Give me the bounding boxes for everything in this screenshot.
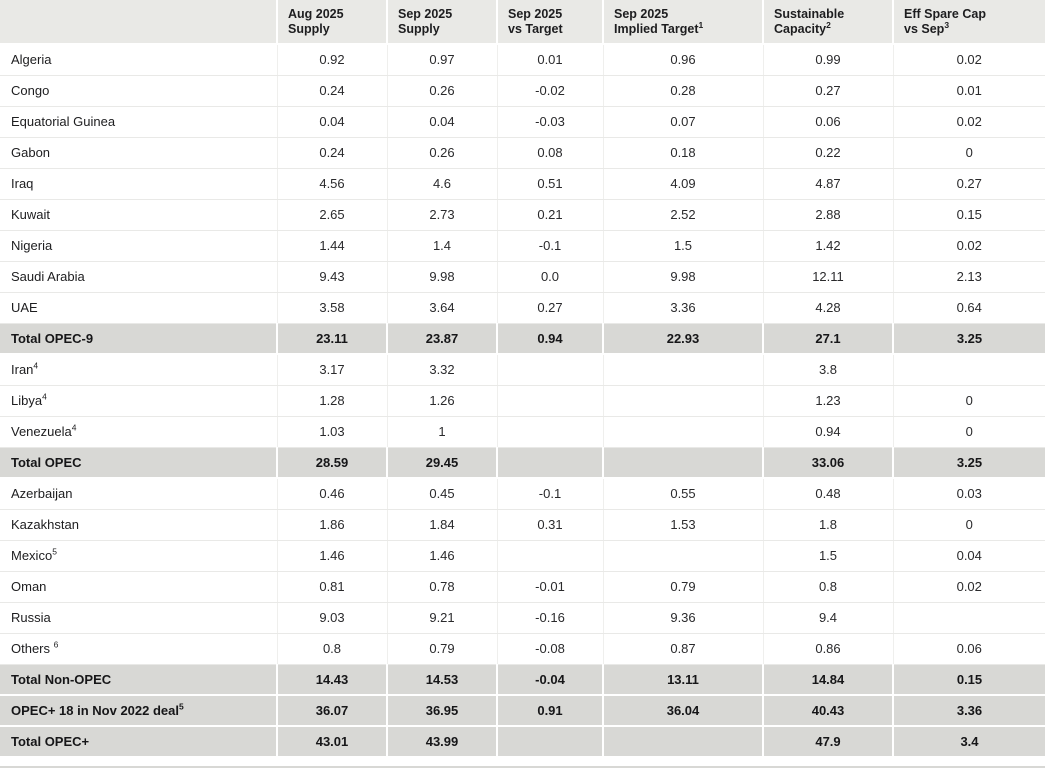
value-cell (603, 726, 763, 757)
value-cell: 0.21 (497, 199, 603, 230)
header-line1: Aug 2025 (288, 7, 344, 21)
footnote-marker: 3 (944, 19, 950, 30)
header-sustainable-capacity (763, 0, 893, 44)
value-cell: 0.94 (497, 323, 603, 354)
row-label (0, 695, 277, 726)
table-row (0, 199, 1045, 230)
value-cell: 0.02 (893, 44, 1045, 75)
total-row (0, 695, 1045, 726)
value-cell: 0.79 (387, 633, 497, 664)
value-cell: 9.98 (387, 261, 497, 292)
value-cell: 47.9 (763, 726, 893, 757)
value-cell: 0.78 (387, 571, 497, 602)
value-cell: 27.1 (763, 323, 893, 354)
header-line2: Implied Target$^1$ (614, 19, 704, 36)
value-cell: 0.04 (387, 106, 497, 137)
value-cell: 0.86 (763, 633, 893, 664)
row-label-text: Equatorial Guinea (11, 114, 116, 129)
value-cell (497, 726, 603, 757)
header-line2: vs Target (508, 22, 563, 36)
value-cell: 0 (893, 509, 1045, 540)
value-cell: 0.92 (277, 44, 387, 75)
row-label-text: Total Non-OPEC (11, 671, 112, 687)
value-cell: 0.87 (603, 633, 763, 664)
value-cell: -0.01 (497, 571, 603, 602)
row-label (0, 323, 277, 354)
row-label-text: Oman (11, 579, 47, 594)
value-cell: 0.15 (893, 664, 1045, 695)
value-cell: 4.6 (387, 168, 497, 199)
value-cell (497, 447, 603, 478)
value-cell: 0.48 (763, 478, 893, 509)
value-cell (603, 447, 763, 478)
table-row (0, 354, 1045, 385)
table-row (0, 571, 1045, 602)
row-label-text: Congo (11, 83, 50, 98)
value-cell: 9.36 (603, 602, 763, 633)
value-cell: 22.93 (603, 323, 763, 354)
header-line2: Supply (398, 22, 440, 36)
value-cell: -0.1 (497, 478, 603, 509)
table-row (0, 633, 1045, 664)
value-cell: 1.5 (763, 540, 893, 571)
table-row (0, 106, 1045, 137)
row-label-text: Gabon (11, 145, 51, 160)
footnote-marker: 5 (52, 546, 57, 557)
value-cell: 0.96 (603, 44, 763, 75)
total-row (0, 447, 1045, 478)
row-label (0, 261, 277, 292)
table-row (0, 292, 1045, 323)
footnote-marker: 4 (71, 422, 77, 433)
row-label (0, 75, 277, 106)
value-cell: 0.15 (893, 199, 1045, 230)
row-label-text: OPEC+ 18 in Nov 2022 deal (11, 703, 179, 718)
row-label-text: Kazakhstan (11, 517, 79, 532)
value-cell: 3.25 (893, 447, 1045, 478)
value-cell: 0.27 (893, 168, 1045, 199)
value-cell: 2.88 (763, 199, 893, 230)
value-cell: -0.16 (497, 602, 603, 633)
value-cell: 0.8 (763, 571, 893, 602)
value-cell: 0.01 (893, 75, 1045, 106)
row-label-text: Mexico (11, 548, 53, 563)
row-label-text: Saudi Arabia (11, 269, 85, 284)
value-cell: 1.42 (763, 230, 893, 261)
footnote-marker: 2 (826, 19, 831, 30)
value-cell: 0.8 (277, 633, 387, 664)
value-cell (603, 540, 763, 571)
value-cell: -0.1 (497, 230, 603, 261)
value-cell: 4.56 (277, 168, 387, 199)
value-cell: 9.21 (387, 602, 497, 633)
value-cell: 4.28 (763, 292, 893, 323)
value-cell: 0.26 (387, 75, 497, 106)
value-cell: 40.43 (763, 695, 893, 726)
value-cell: 1.53 (603, 509, 763, 540)
row-label (0, 633, 277, 664)
table-row (0, 416, 1045, 447)
value-cell: 33.06 (763, 447, 893, 478)
value-cell: 1.46 (387, 540, 497, 571)
value-cell: 23.11 (277, 323, 387, 354)
value-cell (497, 385, 603, 416)
header-eff-spare-cap (893, 0, 1045, 44)
header-line2: Supply (288, 22, 330, 36)
value-cell: 13.11 (603, 664, 763, 695)
footnote-marker: 4 (42, 391, 47, 402)
footnote-marker: 1 (698, 19, 704, 30)
value-cell: 0.06 (893, 633, 1045, 664)
value-cell: 1.46 (277, 540, 387, 571)
table-row (0, 478, 1045, 509)
row-label-text: Iran (11, 362, 34, 378)
value-cell: 0.79 (603, 571, 763, 602)
value-cell: 3.25 (893, 323, 1045, 354)
row-label (0, 106, 277, 137)
value-cell: 12.11 (763, 261, 893, 292)
value-cell: 14.53 (387, 664, 497, 695)
value-cell: 43.99 (387, 726, 497, 757)
value-cell: 0.08 (497, 137, 603, 168)
row-label-text: Algeria (11, 52, 52, 68)
value-cell: 28.59 (277, 447, 387, 478)
value-cell: 0.24 (277, 75, 387, 106)
value-cell: 0.46 (277, 478, 387, 509)
value-cell: 1.86 (277, 509, 387, 540)
total-row (0, 664, 1045, 695)
value-cell: 9.4 (763, 602, 893, 633)
row-label-text: Nigeria (11, 238, 53, 253)
value-cell: 3.36 (603, 292, 763, 323)
header-sep-2025-vs-target (497, 0, 603, 44)
value-cell: 1 (387, 416, 497, 447)
value-cell: 1.28 (277, 385, 387, 416)
value-cell: 3.64 (387, 292, 497, 323)
value-cell: 23.87 (387, 323, 497, 354)
value-cell: 14.84 (763, 664, 893, 695)
value-cell: 0.03 (893, 478, 1045, 509)
header-line1: Sep 2025 (508, 7, 563, 21)
table-row (0, 509, 1045, 540)
value-cell: -0.03 (497, 106, 603, 137)
value-cell: 0.31 (497, 509, 603, 540)
value-cell: 3.4 (893, 726, 1045, 757)
row-label (0, 509, 277, 540)
row-label (0, 602, 277, 633)
value-cell: 3.32 (387, 354, 497, 385)
value-cell: 1.5 (603, 230, 763, 261)
value-cell: 1.84 (387, 509, 497, 540)
table-row (0, 168, 1045, 199)
value-cell: 0.04 (893, 540, 1045, 571)
value-cell: 0.94 (763, 416, 893, 447)
header-sep-2025-supply (387, 0, 497, 44)
row-label (0, 44, 277, 75)
value-cell (603, 385, 763, 416)
header-line2: vs Sep$^3$ (904, 19, 950, 36)
row-label (0, 168, 277, 199)
table-row (0, 230, 1045, 261)
value-cell: 0.45 (387, 478, 497, 509)
table-row (0, 44, 1045, 75)
value-cell: 4.09 (603, 168, 763, 199)
footnote-marker: 6 (53, 639, 59, 650)
table-row (0, 261, 1045, 292)
value-cell: 3.36 (893, 695, 1045, 726)
row-label (0, 664, 277, 695)
row-label-text: Libya (11, 393, 43, 408)
value-cell: 0.28 (603, 75, 763, 106)
value-cell: 0.18 (603, 137, 763, 168)
row-label-text: UAE (11, 300, 38, 315)
row-label-text: Russia (11, 610, 51, 625)
row-label (0, 292, 277, 323)
value-cell: 43.01 (277, 726, 387, 757)
value-cell: 3.17 (277, 354, 387, 385)
value-cell: 0.22 (763, 137, 893, 168)
value-cell: 1.44 (277, 230, 387, 261)
value-cell (893, 602, 1045, 633)
row-label (0, 230, 277, 261)
value-cell: 0.01 (497, 44, 603, 75)
value-cell: 1.03 (277, 416, 387, 447)
value-cell: 0 (893, 416, 1045, 447)
value-cell: 0.51 (497, 168, 603, 199)
value-cell: 0.99 (763, 44, 893, 75)
row-label (0, 540, 277, 571)
row-label (0, 354, 277, 385)
table-row (0, 75, 1045, 106)
value-cell: 0.06 (763, 106, 893, 137)
value-cell: 3.58 (277, 292, 387, 323)
value-cell: 0 (893, 137, 1045, 168)
row-label-text: Kuwait (11, 207, 51, 222)
value-cell: 0 (893, 385, 1045, 416)
value-cell: 0.24 (277, 137, 387, 168)
value-cell: 0.27 (497, 292, 603, 323)
value-cell: 0.0 (497, 261, 603, 292)
footnote-marker: 4 (33, 360, 39, 371)
row-label-text: Total OPEC-9 (11, 330, 94, 346)
value-cell: -0.04 (497, 664, 603, 695)
value-cell: 36.95 (387, 695, 497, 726)
value-cell: 2.73 (387, 199, 497, 230)
table-body (0, 44, 1045, 757)
value-cell: 9.03 (277, 602, 387, 633)
row-label-text: Azerbaijan (11, 486, 73, 502)
header-line1: Sep 2025 (398, 7, 453, 21)
value-cell: 0.55 (603, 478, 763, 509)
value-cell: 9.43 (277, 261, 387, 292)
value-cell: 0.02 (893, 230, 1045, 261)
value-cell: 3.8 (763, 354, 893, 385)
row-label (0, 447, 277, 478)
header-line1: Sustainable (774, 7, 845, 21)
row-label-text: Total OPEC+ (11, 734, 90, 749)
row-label (0, 416, 277, 447)
value-cell: 0.27 (763, 75, 893, 106)
value-cell (497, 416, 603, 447)
value-cell: 0.26 (387, 137, 497, 168)
value-cell: 0.02 (893, 571, 1045, 602)
value-cell: 36.07 (277, 695, 387, 726)
value-cell (893, 354, 1045, 385)
table-row (0, 602, 1045, 633)
value-cell: 1.4 (387, 230, 497, 261)
value-cell: 9.98 (603, 261, 763, 292)
value-cell: 2.52 (603, 199, 763, 230)
value-cell (497, 540, 603, 571)
row-label-text: Venezuela (11, 424, 72, 439)
value-cell: 0.97 (387, 44, 497, 75)
value-cell: 36.04 (603, 695, 763, 726)
header-line1: Eff Spare Cap (904, 7, 986, 21)
value-cell: 2.13 (893, 261, 1045, 292)
value-cell: 2.65 (277, 199, 387, 230)
row-label (0, 385, 277, 416)
value-cell: 1.8 (763, 509, 893, 540)
value-cell: -0.02 (497, 75, 603, 106)
footnote-marker: 5 (179, 701, 184, 712)
total-row (0, 323, 1045, 354)
row-label (0, 478, 277, 509)
header-row (0, 0, 1045, 44)
header-line2: Capacity$^2$ (774, 19, 831, 36)
table-header (0, 0, 1045, 44)
value-cell (603, 354, 763, 385)
total-row (0, 726, 1045, 757)
value-cell: 1.26 (387, 385, 497, 416)
value-cell: 0.07 (603, 106, 763, 137)
header-country-blank (0, 0, 277, 44)
table-row (0, 137, 1045, 168)
table-row (0, 385, 1045, 416)
value-cell: 0.02 (893, 106, 1045, 137)
row-label (0, 137, 277, 168)
row-label-text: Others (11, 641, 54, 656)
row-label-text: Iraq (11, 176, 34, 191)
value-cell: 29.45 (387, 447, 497, 478)
value-cell: 4.87 (763, 168, 893, 199)
value-cell: -0.08 (497, 633, 603, 664)
header-sep-2025-implied-target (603, 0, 763, 44)
row-label (0, 571, 277, 602)
value-cell: 1.23 (763, 385, 893, 416)
value-cell: 0.81 (277, 571, 387, 602)
table-row (0, 540, 1045, 571)
header-aug-2025-supply (277, 0, 387, 44)
header-line1: Sep 2025 (614, 7, 669, 21)
value-cell: 0.04 (277, 106, 387, 137)
row-label (0, 199, 277, 230)
value-cell: 0.91 (497, 695, 603, 726)
value-cell: 14.43 (277, 664, 387, 695)
row-label-text: Total OPEC (11, 454, 82, 470)
row-label (0, 726, 277, 757)
value-cell (497, 354, 603, 385)
value-cell (603, 416, 763, 447)
value-cell: 0.64 (893, 292, 1045, 323)
